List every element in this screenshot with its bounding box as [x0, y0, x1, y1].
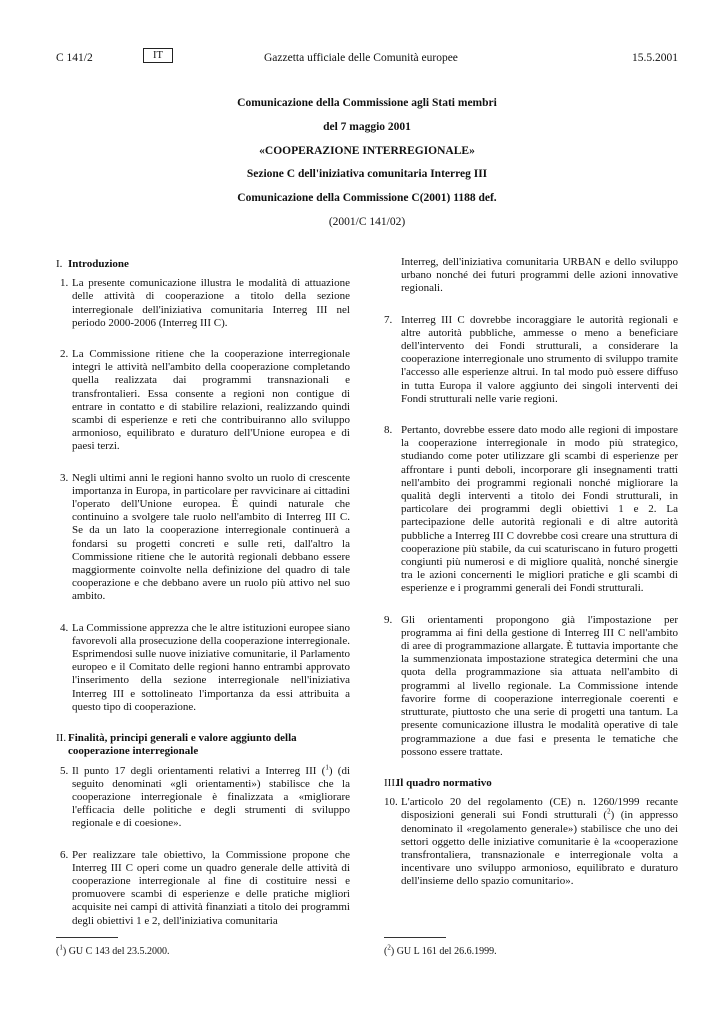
journal-title: Gazzetta ufficiale delle Comunità europee: [264, 52, 458, 64]
paragraph-number: 4.: [60, 621, 69, 634]
paragraph-number: 1.: [60, 277, 69, 290]
paragraph-number: 3.: [60, 471, 69, 484]
paragraph-3: [56, 472, 350, 604]
footnote-2: ($^2$) GU L 161 del 26.6.1999.: [384, 943, 497, 957]
section-number: III.: [384, 776, 398, 789]
footnote-1: ($^1$) GU C 143 del 23.5.2000.: [56, 943, 170, 957]
paragraph-text: Negli ultimi anni le regioni hanno svolto un ruolo di crescente importanza in Europa, in particolare per ravvicinare ai cittadini l'operato dell'Unione europea. È quindi naturale che continuino a svolgere tale ruolo nell'ambito di Interreg III C. Se da un lato la cooperazione interregionale continuerà a fondarsi su progetti concreti e sulle reti, dall'altro la Commissione ritiene che le autorità regionali debbano essere maggiormente coinvolte nella definizione del quadro di tale cooperazione e che debbano avere un ruolo più attivo nel suo ambito.: [72, 471, 350, 603]
right-column: [384, 256, 678, 907]
section-heading-3: [384, 777, 678, 790]
section-heading-1: [56, 258, 350, 271]
paragraph-number: 2.: [60, 348, 69, 361]
document-reference: (2001/C 141/02): [328, 215, 406, 228]
paragraph-text: Pertanto, dovrebbe essere dato modo alle regioni di impostare la cooperazione interregionale in modo più strategico, studiando come poter utilizzare gli scambi di esperienze per affrontare i punti deboli, incorporare gli insegnamenti tratti nell'ambito dei programmi regionali nonché migliorare la qualità degli interventi a titolo dei Fondi strutturali, in particolare dei programmi degli obiettivi 1 e 2. La partecipazione delle autorità regionali e di altre autorità pubbliche a Interreg III C dovrebbe così creare una struttura di cooperazione più stabile, da cui scaturiscano in futuro progetti congiunti più numerosi e di migliore qualità, nonché sinergie tra le azioni concernenti le migliori pratiche e gli scambi di esperienze e i programmi generali dei Fondi strutturali.: [401, 424, 678, 595]
paragraph-text: Per realizzare tale obiettivo, la Commissione propone che Interreg III C operi come un quadro generale delle attività di cooperazione interregionale al fine di costituire nessi e promuovere scambi di esperienze e delle pratiche migliori acquisite nei campi di attività finanziati a titolo dei programmi degli obiettivi 1 e 2, dell'iniziativa comunitaria: [72, 848, 350, 927]
paragraph-4: [56, 622, 350, 714]
footnote-reference: 1: [325, 762, 329, 771]
footnote-divider-right: [384, 937, 446, 938]
section-number: I.: [56, 258, 63, 270]
journal-issue-number: C 141/2: [56, 52, 93, 64]
paragraph-text: L'articolo 20 del regolamento (CE) n. 1260/1999 recante disposizioni generali sui Fondi strutturali ($^2$) (in appresso denominato il «regolamento generale») stabilisce che uno dei settori oggetto delle iniziative comunitarie è la «cooperazione transfrontaliera, transnazionale e interregionale volta a incentivare uno sviluppo armonioso, equilibrato e duraturo dell'insieme dello spazio comunitario».: [401, 796, 678, 888]
paragraph-1: [56, 277, 350, 330]
paragraph-6-continued: [384, 256, 678, 296]
paragraph-5: [56, 762, 351, 831]
section-heading-2: [56, 732, 350, 758]
footnote-mark: 1: [59, 943, 63, 952]
section-title: Finalità, principi generali e valore aggiunto della cooperazione interregionale: [68, 732, 297, 758]
page-header: [56, 48, 678, 72]
paragraph-number: 5.: [60, 764, 69, 777]
paragraph-number: 10.: [384, 796, 398, 809]
paragraph-number: 7.: [384, 313, 393, 326]
paragraph-10: [384, 796, 678, 888]
paragraph-text: Il punto 17 degli orientamenti relativi a Interreg III ($^1$) (di seguito denominati «gli orientamenti») stabilisce che la cooperazione interregionale è finalizzata a «migliorare l'efficacia delle politiche e degli strumenti di sviluppo regionale e di coesione».: [72, 762, 351, 830]
publication-date: 15.5.2001: [632, 52, 678, 64]
paragraph-text: La presente comunicazione illustra le modalità di attuazione delle attività di cooperazione a titolo della sezione interregionale dell'iniziativa comunitaria Interreg III nel periodo 2000-2006 (Interreg III C).: [72, 277, 350, 329]
paragraph-2: [56, 348, 350, 454]
footnote-divider-left: [56, 937, 118, 938]
paragraph-7: [384, 314, 678, 406]
paragraph-number: 8.: [384, 424, 393, 437]
paragraph-text: La Commissione apprezza che le altre istituzioni europee siano favorevoli alla prosecuzione della cooperazione interregionale. Esprimendosi sulle nuove iniziative comunitarie, il Parlamento europeo e il Comitato delle regioni hanno entrambi approvato l'inserimento della sezione interregionale nell'iniziativa Interreg III e sottolineato l'importanza da essi attribuita a questo tipo di cooperazione.: [72, 621, 350, 713]
title-line-1: Comunicazione della Commissione agli Stati membri: [237, 97, 497, 109]
footnote-reference: 2: [607, 807, 611, 816]
paragraph-text: La Commissione ritiene che la cooperazione interregionale integri le attività nell'ambito della cooperazione completando quella realizzata dai programmi transnazionali e transfrontalieri. Essa consente a regioni non contigue di entrare in contatto e di stabilire relazioni, realizzando quindi scambi di esperienze e reti che contribuiranno allo sviluppo armonioso, equilibrato e duraturo dell'Unione europea e di paesi terzi.: [72, 348, 350, 453]
paragraph-9: [384, 614, 678, 759]
paragraph-number: 6.: [60, 848, 69, 861]
title-line-5: Comunicazione della Commissione C(2001) 1188 def.: [237, 192, 497, 205]
document-title-block: [56, 92, 678, 235]
section-title: Il quadro normativo: [396, 776, 492, 789]
paragraph-6: [56, 849, 350, 928]
title-line-2: del 7 maggio 2001: [323, 120, 411, 133]
footnote-mark: 2: [387, 943, 391, 952]
footnote-text: GU L 161 del 26.6.1999.: [396, 946, 497, 957]
title-line-4: Sezione C dell'iniziativa comunitaria Interreg III: [246, 168, 488, 181]
paragraph-text: Interreg III C dovrebbe incoraggiare le autorità regionali e altre autorità pubbliche, ammesse o meno a beneficiare dell'intervento dei Fondi strutturali, a considerare la cooperazione interregionale uno strumento di sviluppo tramite l'accesso alle esperienze altrui. In tal modo può essere diffuso in tutta Europa il valore aggiunto dei singoli interventi dei Fondi strutturali nelle varie regioni.: [401, 313, 678, 405]
left-column: [56, 256, 350, 946]
paragraph-text: Interreg, dell'iniziativa comunitaria URBAN e dello sviluppo urbano nonché dei futuri programmi delle azioni innovative regionali.: [401, 256, 678, 295]
footnote-text: GU C 143 del 23.5.2000.: [68, 946, 170, 957]
paragraph-text: Gli orientamenti propongono già l'impostazione per programma ai fini della gestione di Interreg III C nell'ambito di aree di programmazione allargate. È tuttavia importante che la summenzionata impostazione strategica determini che una quota della programmazione sia attuata nell'ambito di programmi al livello regionale. La Commissione intende favorire forme di cooperazione interregionale coerenti e strutturate, piuttosto che una serie di progetti una tantum. La presente comunicazione illustra le modalità operative di tale programmazione a due fasi e presenta le tematiche che possono essere trattate.: [401, 613, 678, 758]
paragraph-number: 9.: [384, 613, 393, 626]
title-line-3: «COOPERAZIONE INTERREGIONALE»: [259, 144, 475, 157]
language-badge: IT: [143, 48, 173, 63]
section-number: II.: [56, 732, 67, 745]
paragraph-8: [384, 424, 678, 596]
section-title: Introduzione: [68, 258, 129, 270]
